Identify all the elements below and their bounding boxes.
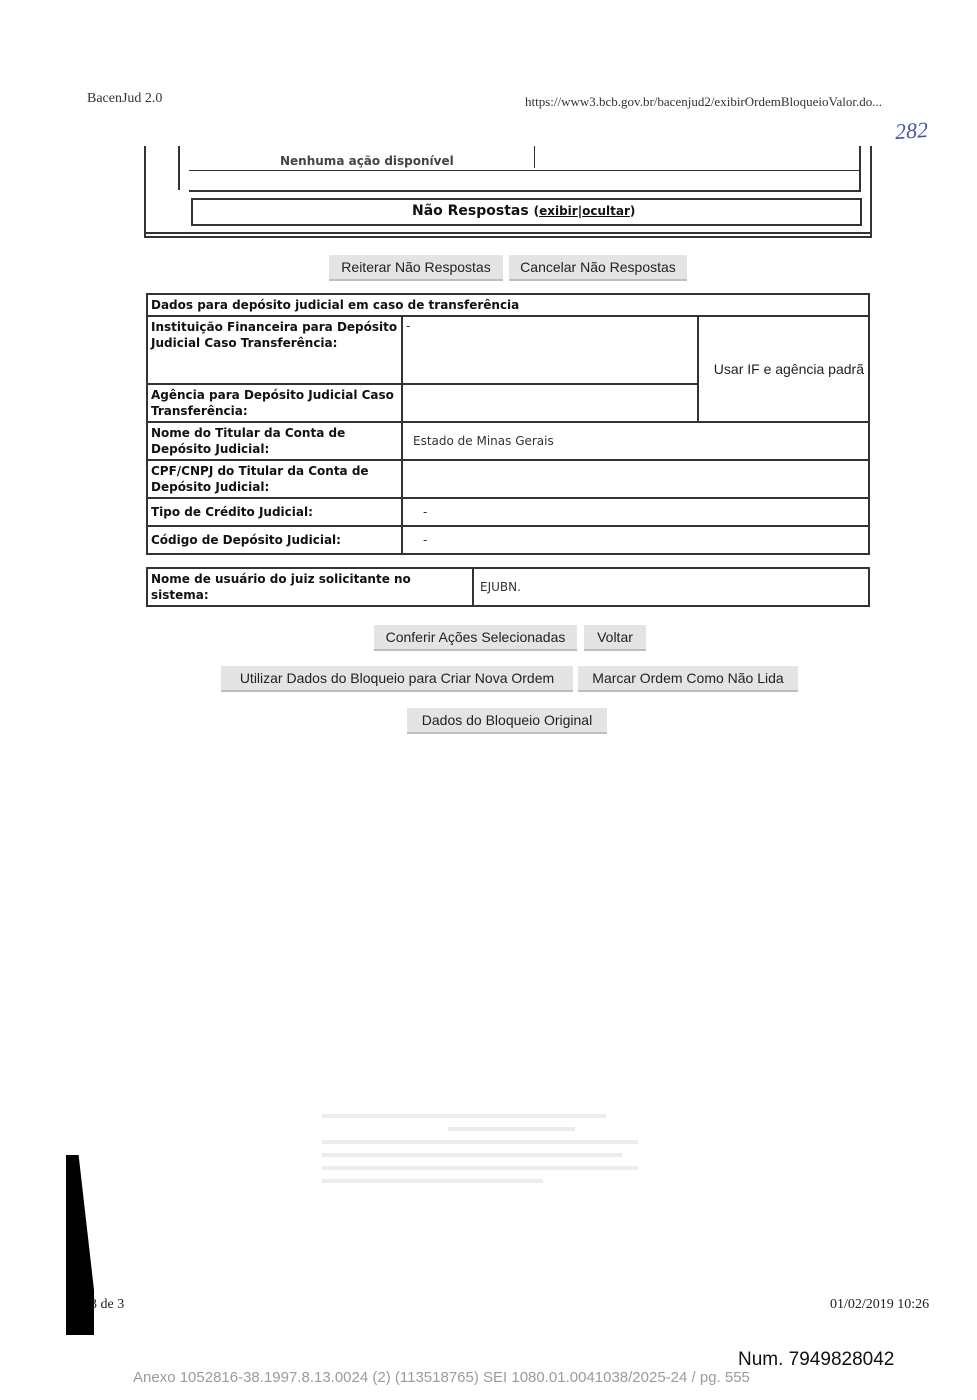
deposit-value-agencia[interactable] [402,384,698,422]
no-action-row [189,146,861,192]
deposit-label-tipo-credito: Tipo de Crédito Judicial: [147,498,402,526]
deposit-label-codigo: Código de Depósito Judicial: [147,526,402,554]
deposit-value-cpf-cnpj [402,460,869,498]
utilizar-dados-button[interactable]: Utilizar Dados do Bloqueio para Criar Nova Ordem [221,666,573,692]
exibir-link[interactable]: exibir [539,204,578,218]
ocultar-link[interactable]: ocultar [582,204,630,218]
page-counter: 3 de 3 [90,1297,125,1312]
nao-respostas-title: Não Respostas [412,203,529,219]
paren-open: ( [533,204,540,218]
nao-respostas-heading [412,203,635,219]
judge-value: EJUBN. [473,568,869,606]
deposit-label-cpf-cnpj: CPF/CNPJ do Titular da Conta de Depósito Judicial: [147,460,402,498]
deposit-value-codigo[interactable]: - [402,526,869,554]
deposit-table [146,293,870,555]
no-action-text: Nenhuma ação disponível [280,154,454,168]
judge-table [146,567,870,607]
deposit-label-titular: Nome do Titular da Conta de Depósito Judicial: [147,422,402,460]
deposit-value-titular: Estado de Minas Gerais [402,422,869,460]
app-title: BacenJud 2.0 [87,91,163,106]
link-separator: | [577,204,583,218]
faint-bleed-through [322,1105,638,1265]
frame-bottom-line [144,232,870,234]
marcar-nao-lida-button[interactable]: Marcar Ordem Como Não Lida [578,666,798,692]
page-url: https://www3.bcb.gov.br/bacenjud2/exibirOrdemBloqueioValor.do... [525,94,882,109]
document-number: Num. 7949828042 [738,1349,895,1370]
cancelar-nao-respostas-button[interactable]: Cancelar Não Respostas [509,255,687,281]
handwritten-page-number: 282 [894,116,929,145]
usar-if-agencia-padrao-button[interactable]: Usar IF e agência padrã [698,316,869,422]
deposit-value-instituicao[interactable]: - [402,316,698,384]
deposit-label-agencia: Agência para Depósito Judicial Caso Transferência: [147,384,402,422]
annex-footer: Anexo 1052816-38.1997.8.13.0024 (2) (113518765) SEI 1080.01.0041038/2025-24 / pg. 555 [133,1369,750,1386]
judge-label: Nome de usuário do juiz solicitante no sistema: [147,568,473,606]
deposit-label-instituicao: Instituição Financeira para Depósito Judicial Caso Transferência: [147,316,402,384]
deposit-table-title: Dados para depósito judicial em caso de transferência [147,294,869,316]
reiterar-nao-respostas-button[interactable]: Reiterar Não Respostas [329,255,503,281]
print-datetime: 01/02/2019 10:26 [830,1297,930,1312]
conferir-acoes-button[interactable]: Conferir Ações Selecionadas [374,625,577,651]
voltar-button[interactable]: Voltar [584,625,646,651]
dados-bloqueio-original-button[interactable]: Dados do Bloqueio Original [407,708,607,734]
frame-line [178,146,180,190]
paren-close: ) [629,204,636,218]
deposit-value-tipo-credito[interactable]: - [402,498,869,526]
